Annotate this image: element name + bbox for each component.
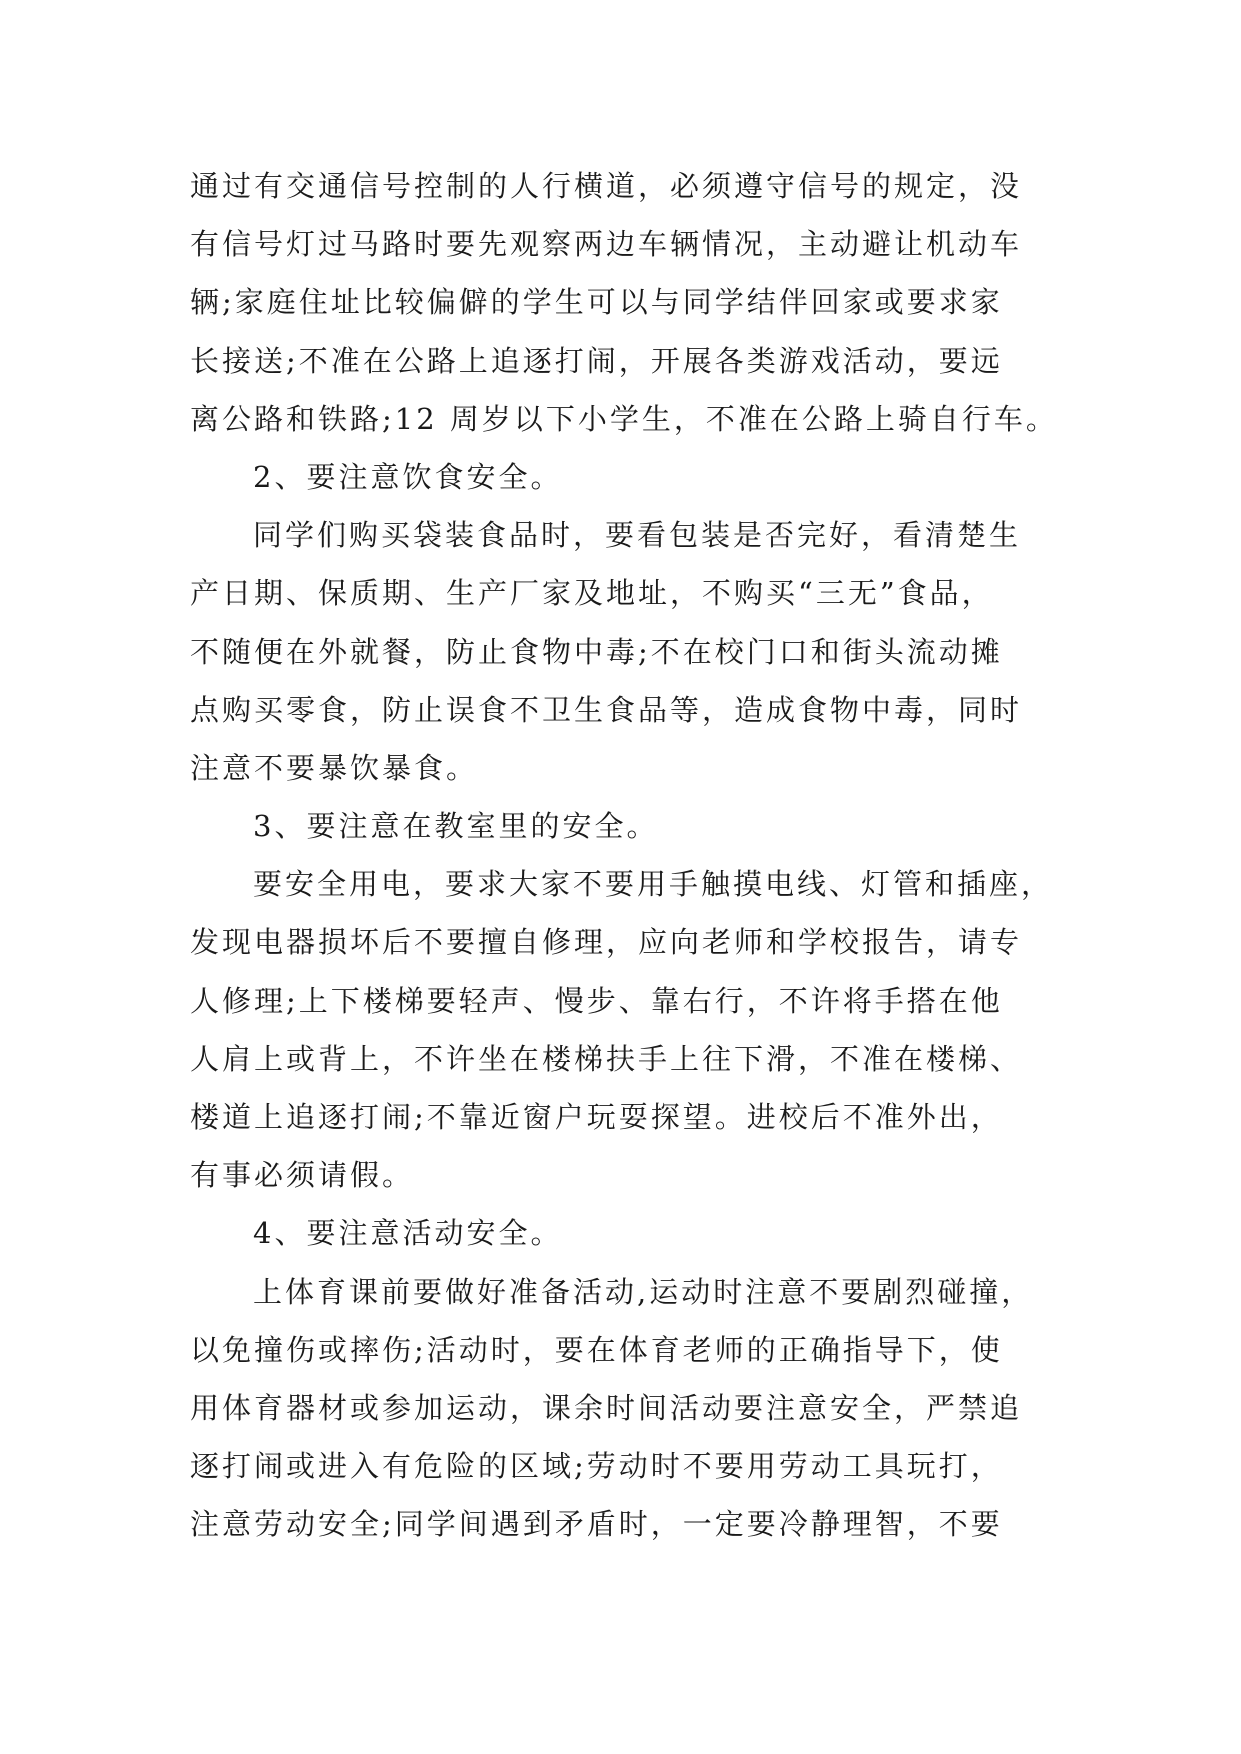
text-line: 产日期、保质期、生产厂家及地址，不购买“三无”食品，: [190, 576, 994, 611]
text-line: 用体育器材或参加运动，课余时间活动要注意安全，严禁追: [190, 1390, 1023, 1425]
text-line: 有事必须请假。: [190, 1158, 415, 1193]
section-heading: 2、要注意饮食安全。: [253, 459, 563, 494]
section-heading: 4、要注意活动安全。: [253, 1216, 563, 1251]
text-line: 注意劳动安全;同学间遇到矛盾时，一定要冷静理智，不要: [190, 1507, 1003, 1542]
text-line: 有信号灯过马路时要先观察两边车辆情况，主动避让机动车: [190, 227, 1023, 262]
text-line: 通过有交通信号控制的人行横道，必须遵守信号的规定，没: [190, 169, 1023, 203]
text-line: 长接送;不准在公路上追逐打闹，开展各类游戏活动，要远: [190, 343, 1003, 378]
text-line: 离公路和铁路;12 周岁以下小学生，不准在公路上骑自行车。: [190, 401, 1058, 436]
document-body: [190, 157, 1060, 1554]
section-heading: 3、要注意在教室里的安全。: [253, 809, 659, 844]
text-line: 辆;家庭住址比较偏僻的学生可以与同学结伴回家或要求家: [190, 285, 1003, 320]
paragraph-first-line: 上体育课前要做好准备活动,运动时注意不要剧烈碰撞，: [253, 1274, 1034, 1309]
text-line: 人修理;上下楼梯要轻声、慢步、靠右行，不许将手搭在他: [190, 983, 1003, 1018]
text-line: 点购买零食，防止误食不卫生食品等，造成食物中毒，同时: [190, 692, 1023, 727]
paragraph-first-line: 要安全用电，要求大家不要用手触摸电线、灯管和插座，: [253, 867, 1054, 902]
text-line: 发现电器损坏后不要擅自修理，应向老师和学校报告，请专: [190, 925, 1023, 960]
text-line: 逐打闹或进入有危险的区域;劳动时不要用劳动工具玩打，: [190, 1449, 1003, 1484]
text-line: 人肩上或背上，不许坐在楼梯扶手上往下滑，不准在楼梯、: [190, 1041, 1023, 1076]
text-line: 不随便在外就餐，防止食物中毒;不在校门口和街头流动摊: [190, 634, 1003, 669]
text-line: 注意不要暴饮暴食。: [190, 750, 479, 785]
text-line: 以免撞伤或摔伤;活动时，要在体育老师的正确指导下，使: [190, 1332, 1003, 1367]
text-line: 楼道上追逐打闹;不靠近窗户玩耍探望。进校后不准外出，: [190, 1100, 1003, 1134]
paragraph-first-line: 同学们购买袋装食品时，要看包装是否完好，看清楚生: [253, 518, 1022, 553]
